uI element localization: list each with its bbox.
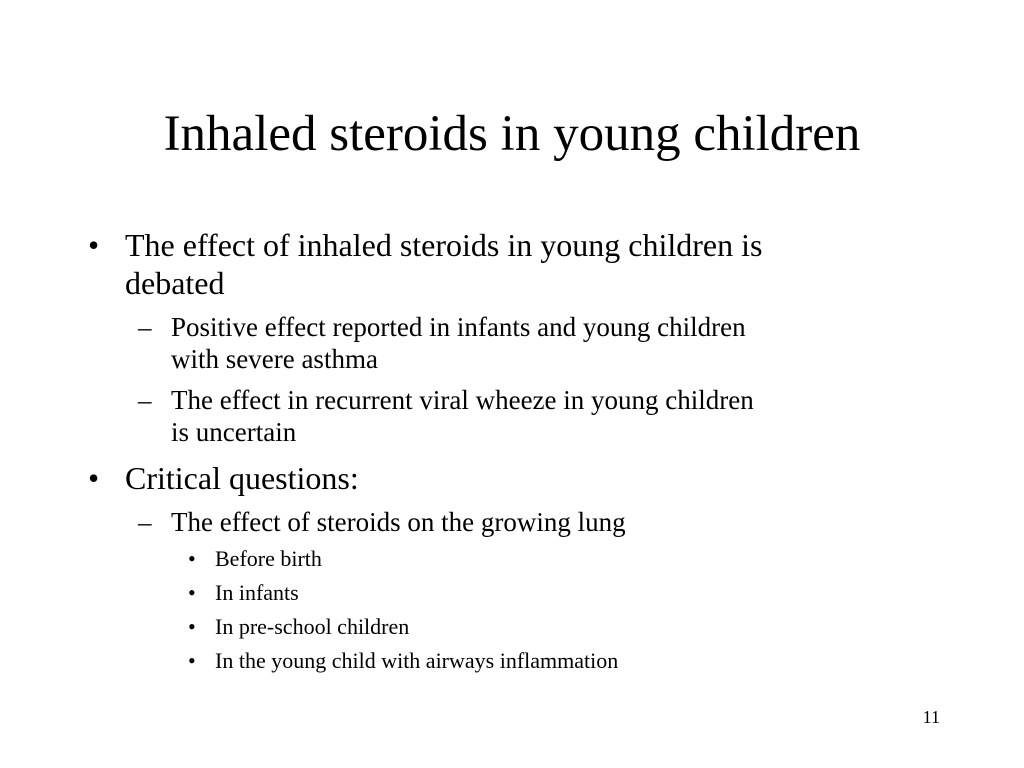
bullet-1-line-1: The effect of inhaled steroids in young children is: [125, 227, 763, 263]
small-bullet-marker: •: [188, 546, 196, 571]
sub-sub-bullet-3: In pre-school children: [215, 614, 410, 639]
dash-marker: –: [138, 312, 152, 342]
sub-bullet-1-2-line-2: is uncertain: [171, 417, 297, 447]
small-bullet-marker: •: [188, 648, 196, 673]
page-number: 11: [922, 707, 940, 727]
bullet-marker: •: [88, 460, 100, 496]
sub-bullet-1-1-line-1: Positive effect reported in infants and young children: [171, 312, 746, 342]
sub-bullet-2-1-line-1: The effect of steroids on the growing lung: [171, 507, 626, 537]
sub-sub-bullet-4: In the young child with airways inflammation: [215, 648, 619, 673]
sub-bullet-1-2-line-1: The effect in recurrent viral wheeze in young children: [171, 385, 754, 415]
dash-marker: –: [138, 507, 152, 537]
bullet-marker: •: [88, 227, 100, 263]
slide-title: Inhaled steroids in young children: [163, 106, 861, 162]
sub-sub-bullet-2: In infants: [215, 580, 299, 605]
bullet-1-line-2: debated: [125, 265, 225, 301]
dash-marker: –: [138, 385, 152, 415]
small-bullet-marker: •: [188, 614, 196, 639]
sub-sub-bullet-1: Before birth: [215, 546, 322, 571]
small-bullet-marker: •: [188, 580, 196, 605]
bullet-2-line-1: Critical questions:: [125, 460, 359, 496]
sub-bullet-1-1-line-2: with severe asthma: [171, 344, 378, 374]
